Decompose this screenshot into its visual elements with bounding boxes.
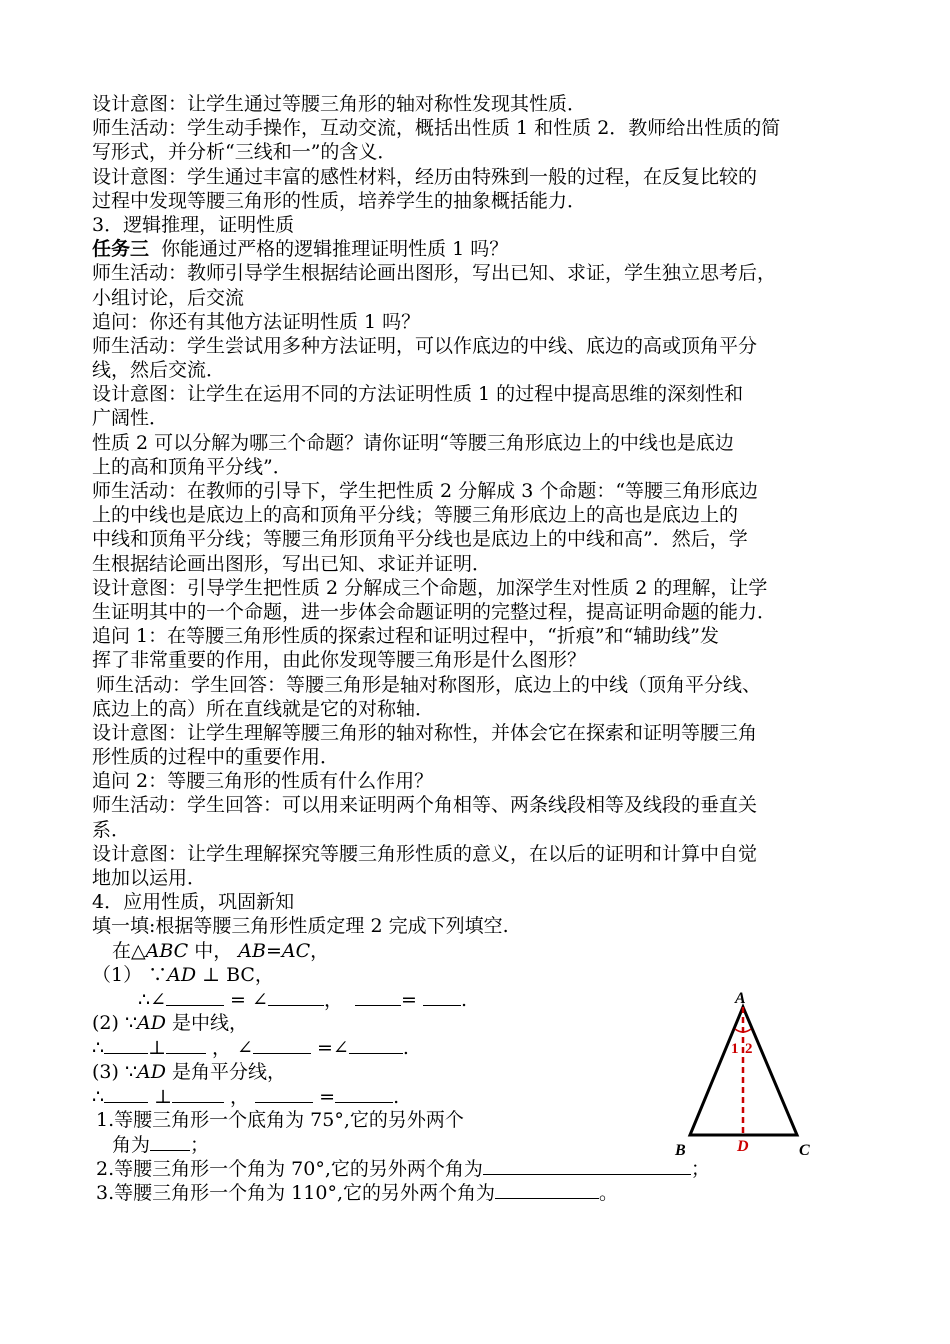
text-line: 师生活动：学生回答：等腰三角形是轴对称图形，底边上的中线（顶角平分线、 [96, 673, 762, 696]
answer-blank[interactable] [495, 1180, 599, 1199]
text-line: 性质 2 可以分解为哪三个命题？请你证明“等腰三角形底边上的中线也是底边 [92, 431, 734, 454]
text-line: 设计意图：让学生理解探究等腰三角形性质的意义，在以后的证明和计算中自觉 [92, 842, 758, 865]
text-line: 师生活动：学生回答：可以用来证明两个角相等、两条线段相等及线段的垂直关 [92, 794, 758, 817]
text-line: 设计意图：让学生在运用不同的方法证明性质 1 的过程中提高思维的深刻性和 [92, 383, 744, 406]
q3-end: . [393, 1085, 400, 1108]
text-line: 上的中线也是底边上的高和顶角平分线；等腰三角形底边上的高也是底边上的 [92, 504, 739, 527]
q1-comma: ， [323, 988, 343, 1011]
text-line: 追问 1：在等腰三角形性质的探索过程和证明过程中，“折痕”和“辅助线”发 [92, 625, 719, 648]
isosceles-triangle-figure [665, 985, 825, 1165]
answer-blank[interactable] [104, 1035, 148, 1054]
answer-blank[interactable] [268, 987, 324, 1006]
task3-line [92, 237, 862, 261]
text-line: 生证明其中的一个命题，进一步体会命题证明的完整过程，提高证明命题的能力． [92, 600, 777, 623]
ex2-text: 等腰三角形一个角为 70°,它的另外两个角为 [114, 1158, 483, 1181]
q3-comma: ， [224, 1085, 256, 1108]
q2-end: . [402, 1037, 409, 1060]
given-equation: AB=AC [238, 939, 311, 962]
text-line: 上的高和顶角平分线”． [92, 455, 292, 478]
text-line: 师生活动：学生尝试用多种方法证明，可以作底边的中线、底边的高或顶角平分 [92, 334, 758, 357]
text-line: 小组讨论，后交流 [92, 286, 245, 309]
answer-blank[interactable] [166, 987, 224, 1006]
ex3-number: 3. [96, 1182, 115, 1205]
q2-number: (2) [92, 1012, 125, 1035]
answer-blank[interactable] [253, 1035, 311, 1054]
text-line: 师生活动：教师引导学生根据结论画出图形，写出已知、求证，学生独立思考后， [92, 262, 777, 285]
text-line: 系． [92, 818, 131, 841]
q1-ad: AD [167, 963, 197, 986]
given-pre: 在△ [112, 939, 146, 962]
answer-blank[interactable] [355, 987, 401, 1006]
task3-label: 任务三 [92, 238, 150, 261]
text-line: 设计意图：让学生通过等腰三角形的轴对称性发现其性质． [92, 93, 587, 115]
vertex-a-label: A [735, 990, 746, 1007]
text-line: 线，然后交流． [92, 359, 226, 382]
task3-text: 你能通过严格的逻辑推理证明性质 1 吗？ [161, 238, 509, 261]
question-1 [92, 963, 862, 987]
text-line: 挥了非常重要的作用，由此你发现等腰三角形是什么图形？ [92, 649, 587, 672]
answer-blank[interactable] [335, 1084, 393, 1103]
section-heading-3: 3．逻辑推理，证明性质 [92, 213, 295, 236]
q2-ad: AD [137, 1012, 167, 1035]
given-post: ， [310, 939, 330, 962]
text-line: 追问 2：等腰三角形的性质有什么作用？ [92, 770, 434, 793]
ex1-text: 等腰三角形一个底角为 75°,它的另外两个 [114, 1108, 464, 1131]
answer-blank[interactable] [104, 1084, 148, 1103]
text-line: 过程中发现等腰三角形的性质，培养学生的抽象概括能力． [92, 189, 587, 212]
given-line [92, 939, 862, 963]
text-line: 广阔性． [92, 407, 169, 430]
text-line: 填一填:根据等腰三角形性质定理 2 完成下列填空. [92, 915, 509, 938]
q3-condition: 是角平分线， [166, 1060, 287, 1083]
q3-ad: AD [137, 1060, 167, 1083]
angle-2-label: 2 [745, 1041, 753, 1057]
because-symbol: ∵ [148, 963, 168, 986]
vertex-b-label: B [675, 1142, 686, 1159]
answer-blank[interactable] [349, 1035, 403, 1054]
q3-eq: = [313, 1085, 336, 1108]
answer-blank[interactable] [172, 1084, 224, 1103]
text-line: 写形式，并分析“三线和一”的含义． [92, 141, 397, 164]
q2-condition: 是中线， [166, 1012, 249, 1035]
exercise-3 [92, 1180, 862, 1204]
ex1-text2: 角为 [112, 1134, 151, 1157]
therefore-symbol: ∴ [92, 1085, 105, 1108]
text-line: 底边上的高）所在直线就是它的对称轴． [92, 697, 435, 720]
q1-end: . [461, 988, 468, 1011]
perp-symbol: ⊥ [148, 1085, 173, 1108]
answer-blank[interactable] [166, 1035, 206, 1054]
triangle-name: ABC [145, 939, 189, 962]
q3-number: (3) [92, 1060, 125, 1083]
text-line: 设计意图：学生通过丰富的感性材料，经历由特殊到一般的过程，在反复比较的 [92, 165, 758, 188]
text-line: 设计意图：让学生理解等腰三角形的轴对称性，并体会它在探索和证明等腰三角 [92, 721, 758, 744]
answer-blank[interactable] [255, 1084, 313, 1103]
text-line: 生根据结论画出图形，写出已知、求证并证明． [92, 552, 492, 575]
ex3-end: 。 [599, 1182, 619, 1205]
because-symbol: ∵ [124, 1060, 138, 1083]
angle-1-label: 1 [731, 1041, 739, 1057]
answer-blank[interactable] [483, 1156, 691, 1175]
ex3-text: 等腰三角形一个角为 110°,它的另外两个角为 [114, 1182, 495, 1205]
ex1-end: ； [190, 1134, 210, 1157]
therefore-symbol: ∴∠ [138, 988, 167, 1011]
text-line: 地加以运用． [92, 867, 207, 889]
therefore-symbol: ∴ [92, 1037, 105, 1060]
perp-symbol: ⊥ [148, 1037, 166, 1060]
text-line: 形性质的过程中的重要作用． [92, 746, 340, 769]
vertex-c-label: C [799, 1142, 810, 1159]
answer-blank[interactable] [150, 1132, 190, 1151]
text-line: 中线和顶角平分线；等腰三角形顶角平分线也是底边上的中线和高”．然后，学 [92, 528, 748, 551]
text-line: 师生活动：在教师的引导下，学生把性质 2 分解成 3 个命题：“等腰三角形底边 [92, 480, 759, 502]
point-d-label: D [737, 1138, 749, 1155]
because-symbol: ∵ [124, 1012, 138, 1035]
text-line: 设计意图：引导学生把性质 2 分解成三个命题，加深学生对性质 2 的理解，让学 [92, 576, 768, 599]
q2-eq: =∠ [310, 1037, 349, 1060]
ex2-end: ； [690, 1158, 710, 1181]
given-mid: 中， [188, 939, 233, 962]
q1-condition: ⊥ BC， [196, 963, 274, 986]
ex2-number: 2. [96, 1158, 115, 1181]
text-line: 追问：你还有其他方法证明性质 1 吗？ [92, 310, 421, 333]
q2-comma: ， ∠ [205, 1037, 253, 1060]
q1-eq-angle: = ∠ [224, 988, 268, 1011]
q1-number: （1） [92, 963, 143, 986]
section-heading-4: 4．应用性质，巩固新知 [92, 891, 295, 914]
text-line: 师生活动：学生动手操作，互动交流，概括出性质 1 和性质 2．教师给出性质的简 [92, 117, 781, 140]
ex1-number: 1. [96, 1108, 115, 1131]
answer-blank[interactable] [423, 987, 461, 1006]
q1-eq: = [401, 988, 424, 1011]
